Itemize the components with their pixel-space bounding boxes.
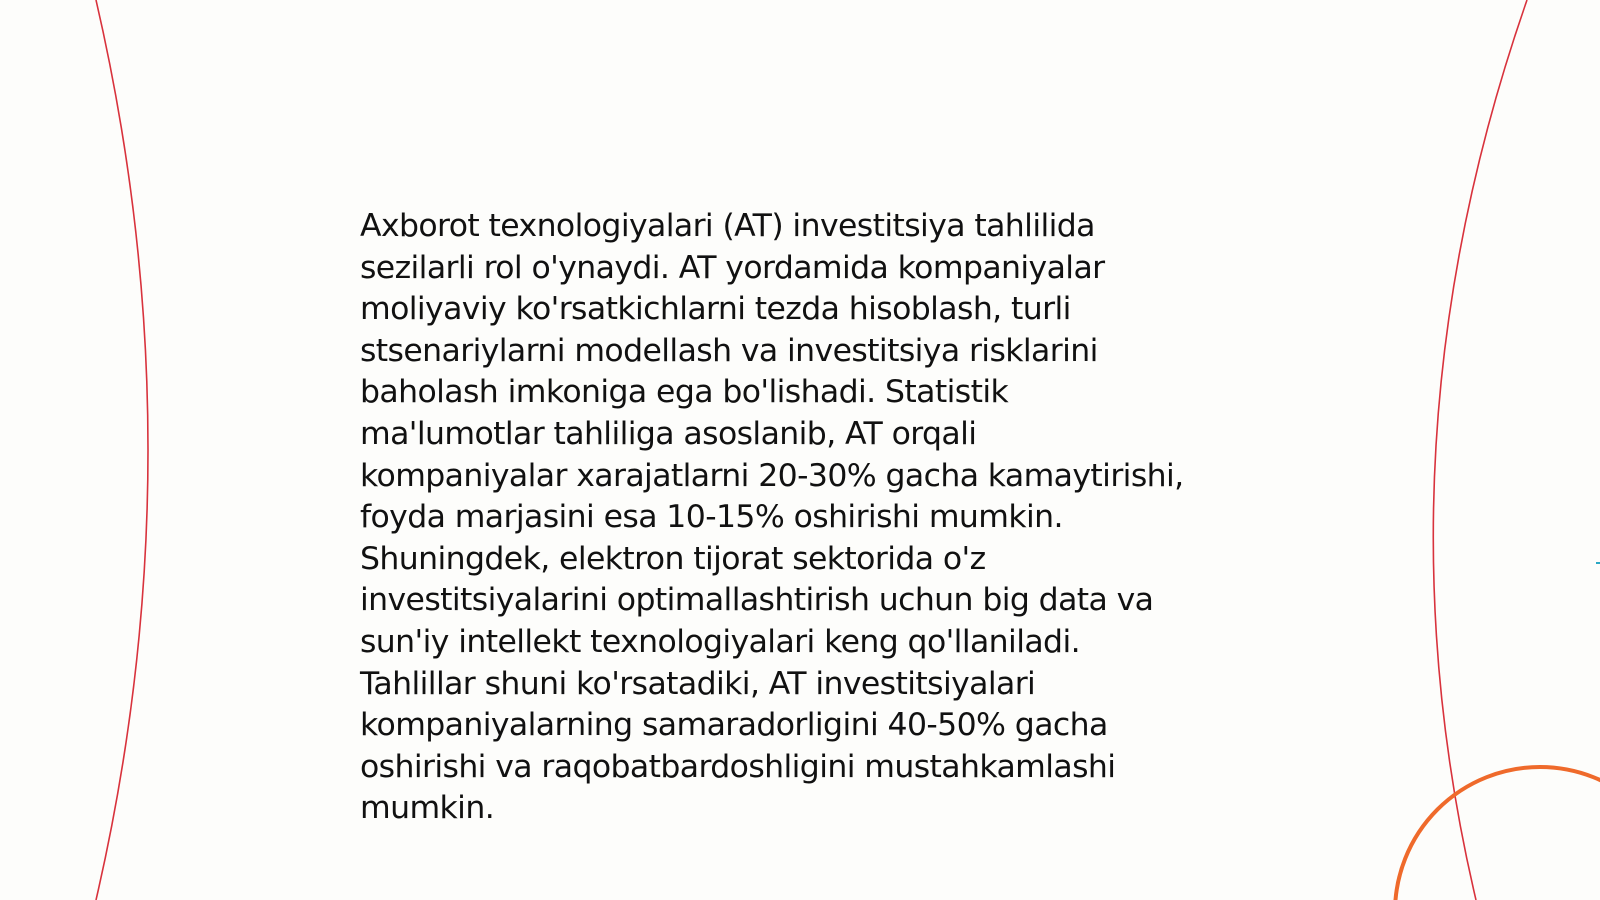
left-curve-line — [96, 0, 148, 900]
right-curve-line — [1433, 0, 1527, 900]
body-paragraph: Axborot texnologiyalari (AT) investitsiya tahlilida sezilarli rol o'ynaydi. AT yordamida kompaniyalar moliyaviy ko'rsatkichlarni tezda hisoblash, turli stsenariylarni modellash va investitsiya risklarini baholash imkoniga ega bo'lishadi. Statistik ma'lumotlar tahliliga asoslanib, AT orqali kompaniyalar xarajatlarni 20-30% gacha kamaytirishi, foyda marjasini esa 10-15% oshirishi mumkin. Shuningdek, elektron tijorat sektorida o'z investitsiyalarini optimallashtirish uchun big data va sun'iy intellekt texnologiyalari keng qo'llaniladi. Tahlillar shuni ko'rsatadiki, AT investitsiyalari kompaniyalarning samaradorligini 40-50% gacha oshirishi va raqobatbardoshligini mustahkamlashi mumkin. — [360, 208, 1184, 827]
orange-arc-circle — [1395, 767, 1600, 900]
